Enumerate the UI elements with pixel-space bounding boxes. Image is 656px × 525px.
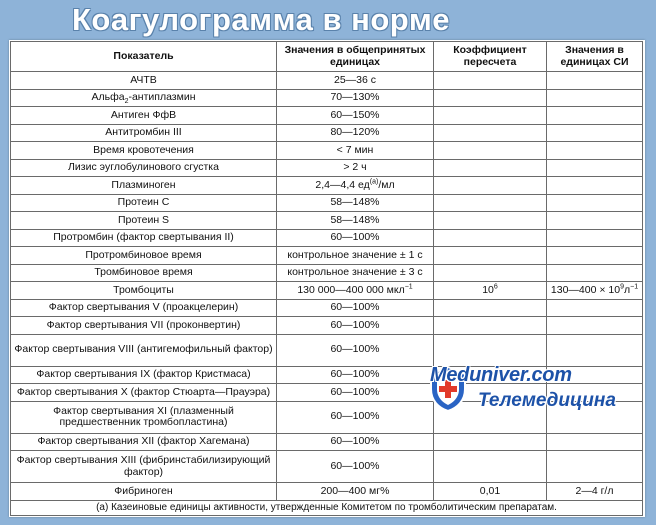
table-row xyxy=(11,124,643,142)
conventional-value-cell: 60—100% xyxy=(277,229,434,247)
conversion-factor-cell xyxy=(434,247,547,265)
conventional-value-cell: < 7 мин xyxy=(277,142,434,160)
indicator-cell: Фибриноген xyxy=(11,483,277,501)
table-row xyxy=(11,194,643,212)
si-value-cell xyxy=(547,107,643,125)
indicator-cell: Протеин S xyxy=(11,212,277,230)
header-indicator: Показатель xyxy=(11,42,277,72)
indicator-cell: Плазминоген xyxy=(11,177,277,195)
conversion-factor-cell xyxy=(434,89,547,107)
conventional-value-cell: 60—100% xyxy=(277,334,434,366)
table-row xyxy=(11,264,643,282)
indicator-cell: АЧТВ xyxy=(11,72,277,90)
watermark-site: Meduniver.com xyxy=(430,364,572,386)
si-value-cell xyxy=(547,317,643,335)
conversion-factor-cell xyxy=(434,299,547,317)
table-row xyxy=(11,282,643,300)
conventional-value-cell: 60—150% xyxy=(277,107,434,125)
conversion-factor-cell xyxy=(434,212,547,230)
conventional-value-cell: 60—100% xyxy=(277,366,434,384)
indicator-cell: Время кровотечения xyxy=(11,142,277,160)
conventional-value-cell: 60—100% xyxy=(277,384,434,402)
conversion-factor-cell xyxy=(434,124,547,142)
conversion-factor-cell xyxy=(434,433,547,451)
conventional-value-cell: 60—100% xyxy=(277,401,434,433)
si-value-cell xyxy=(547,124,643,142)
si-value-cell: 130—400 × $10^9л^{-1}$ xyxy=(547,282,643,300)
table-row xyxy=(11,299,643,317)
conversion-factor-cell xyxy=(434,317,547,335)
conversion-factor-cell xyxy=(434,264,547,282)
indicator-cell: Антиген ФфВ xyxy=(11,107,277,125)
conventional-value-cell: 60—100% xyxy=(277,451,434,483)
si-value-cell xyxy=(547,299,643,317)
table-row xyxy=(11,229,643,247)
conventional-value-cell: 58—148% xyxy=(277,212,434,230)
conventional-value-cell: контрольное значение ± 3 с xyxy=(277,264,434,282)
conventional-value-cell: 60—100% xyxy=(277,433,434,451)
conventional-value-cell: 130 000—400 000 мкл$^{-1}$ xyxy=(277,282,434,300)
table-row xyxy=(11,317,643,335)
si-value-cell xyxy=(547,72,643,90)
header-conversion-factor: Коэффициент пересчета xyxy=(434,42,547,72)
conversion-factor-cell xyxy=(434,451,547,483)
conventional-value-cell: 60—100% xyxy=(277,299,434,317)
indicator-cell: Лизис эуглобулинового сгустка xyxy=(11,159,277,177)
footnote: (а) Казеиновые единицы активности, утвержденные Комитетом по тромболитическим препаратам. xyxy=(11,500,643,515)
table-row xyxy=(11,483,643,501)
footnote-row xyxy=(11,500,643,515)
conventional-value-cell: > 2 ч xyxy=(277,159,434,177)
indicator-cell: Протромбин (фактор свертывания II) xyxy=(11,229,277,247)
table-row xyxy=(11,433,643,451)
indicator-cell: Фактор свертывания X (фактор Стюарта—Прауэра) xyxy=(11,384,277,402)
si-value-cell xyxy=(547,142,643,160)
conventional-value-cell: 80—120% xyxy=(277,124,434,142)
indicator-cell: Фактор свертывания V (проакцелерин) xyxy=(11,299,277,317)
si-value-cell: 2—4 г/л xyxy=(547,483,643,501)
si-value-cell xyxy=(547,264,643,282)
si-value-cell xyxy=(547,159,643,177)
si-value-cell xyxy=(547,212,643,230)
conversion-factor-cell: 0,01 xyxy=(434,483,547,501)
indicator-cell: Фактор свертывания XIII (фибринстабилизирующий фактор) xyxy=(11,451,277,483)
indicator-cell: Фактор свертывания VII (проконвертин) xyxy=(11,317,277,335)
table-row xyxy=(11,451,643,483)
header-conventional-units: Значения в общепринятых единицах xyxy=(277,42,434,72)
conversion-factor-cell: $10^6$ xyxy=(434,282,547,300)
conversion-factor-cell xyxy=(434,72,547,90)
conversion-factor-cell xyxy=(434,107,547,125)
conventional-value-cell: 58—148% xyxy=(277,194,434,212)
si-value-cell xyxy=(547,229,643,247)
conventional-value-cell: 200—400 мг% xyxy=(277,483,434,501)
indicator-cell: Тромбиновое время xyxy=(11,264,277,282)
indicator-cell: Альфа$_2$-антиплазмин xyxy=(11,89,277,107)
indicator-cell: Антитромбин III xyxy=(11,124,277,142)
table-row xyxy=(11,177,643,195)
table-sheet xyxy=(9,40,645,517)
header-si-units: Значения в единицах СИ xyxy=(547,42,643,72)
indicator-cell: Протеин С xyxy=(11,194,277,212)
conversion-factor-cell xyxy=(434,159,547,177)
indicator-cell: Фактор свертывания XII (фактор Хагемана) xyxy=(11,433,277,451)
coagulogram-table xyxy=(10,41,643,516)
table-row xyxy=(11,89,643,107)
conventional-value-cell: контрольное значение ± 1 с xyxy=(277,247,434,265)
conversion-factor-cell xyxy=(434,142,547,160)
conventional-value-cell: 60—100% xyxy=(277,317,434,335)
si-value-cell xyxy=(547,89,643,107)
indicator-cell: Фактор свертывания XI (плазменный предшественник тромбопластина) xyxy=(11,401,277,433)
conversion-factor-cell xyxy=(434,229,547,247)
si-value-cell xyxy=(547,194,643,212)
indicator-cell: Фактор свертывания VIII (антигемофильный фактор) xyxy=(11,334,277,366)
table-row xyxy=(11,212,643,230)
watermark-tagline: Телемедицина xyxy=(478,390,616,411)
si-value-cell xyxy=(547,451,643,483)
table-row xyxy=(11,159,643,177)
si-value-cell xyxy=(547,247,643,265)
conversion-factor-cell xyxy=(434,194,547,212)
indicator-cell: Протромбиновое время xyxy=(11,247,277,265)
indicator-cell: Тромбоциты xyxy=(11,282,277,300)
page-title: Коагулограмма в норме xyxy=(72,2,450,37)
table-row xyxy=(11,107,643,125)
table-row xyxy=(11,247,643,265)
table-row xyxy=(11,72,643,90)
table-row xyxy=(11,142,643,160)
si-value-cell xyxy=(547,177,643,195)
meduniver-watermark xyxy=(420,360,640,430)
conversion-factor-cell xyxy=(434,177,547,195)
conventional-value-cell: 2,4—4,4 $ед^{(а)}/мл$ xyxy=(277,177,434,195)
conventional-value-cell: 25—36 с xyxy=(277,72,434,90)
indicator-cell: Фактор свертывания IX (фактор Кристмаса) xyxy=(11,366,277,384)
table-header-row xyxy=(11,42,643,72)
table-body xyxy=(11,72,643,501)
conventional-value-cell: 70—130% xyxy=(277,89,434,107)
si-value-cell xyxy=(547,433,643,451)
